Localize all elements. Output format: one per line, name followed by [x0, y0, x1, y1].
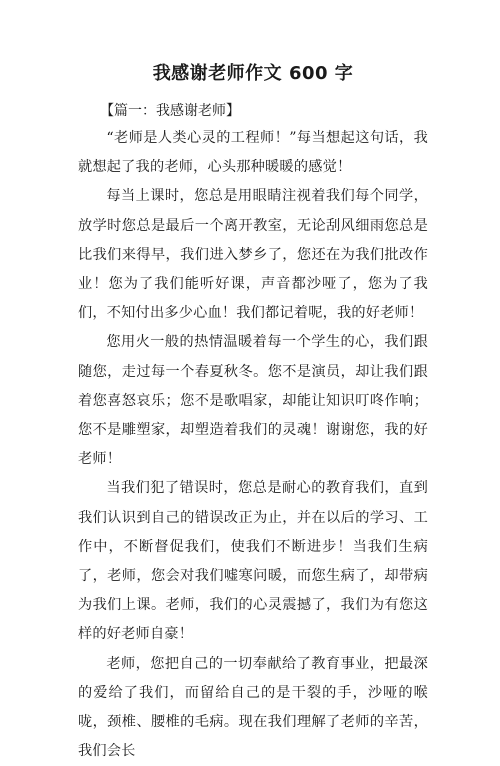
essay-body: [78, 124, 428, 766]
paragraph-1: “老师是人类心灵的工程师！”每当想起这句话，我就想起了我的老师，心头那种暖暖的感觉！: [78, 130, 428, 176]
page-title: 我感谢老师作文 600 字: [152, 63, 354, 84]
section-heading: 【篇一：我感谢老师】: [100, 103, 240, 119]
paragraph-2: 每当上课时，您总是用眼睛注视着我们每个同学，放学时您总是最后一个离开教室，无论刮风细雨您总是比我们来得早，我们进入梦乡了，您还在为我们批改作业！您为了我们能听好课，声音都沙哑了，您为了我们，不知付出多少心血！我们都记着呢，我的好老师！: [78, 188, 428, 322]
paragraph-5: 老师，您把自己的一切奉献给了教育事业，把最深的爱给了我们，而留给自己的是干裂的手，沙哑的喉咙，颈椎、腰椎的毛病。现在我们理解了老师的辛苦，我们会长: [78, 655, 428, 760]
paragraph-4: 当我们犯了错误时，您总是耐心的教育我们，直到我们认识到自己的错误改正为止，并在以后的学习、工作中，不断督促我们，使我们不断进步！当我们生病了，老师，您会对我们嘘寒问暖，而您生病了，却带病为我们上课。老师，我们的心灵震撼了，我们为有您这样的好老师自豪！: [78, 480, 428, 643]
paragraph-3: 您用火一般的热情温暖着每一个学生的心，我们跟随您，走过每一个春夏秋冬。您不是演员，却让我们跟着您喜怒哀乐；您不是歌唱家，却能让知识叮咚作响；您不是雕塑家，却塑造着我们的灵魂！谢谢您，我的好老师！: [78, 334, 428, 468]
